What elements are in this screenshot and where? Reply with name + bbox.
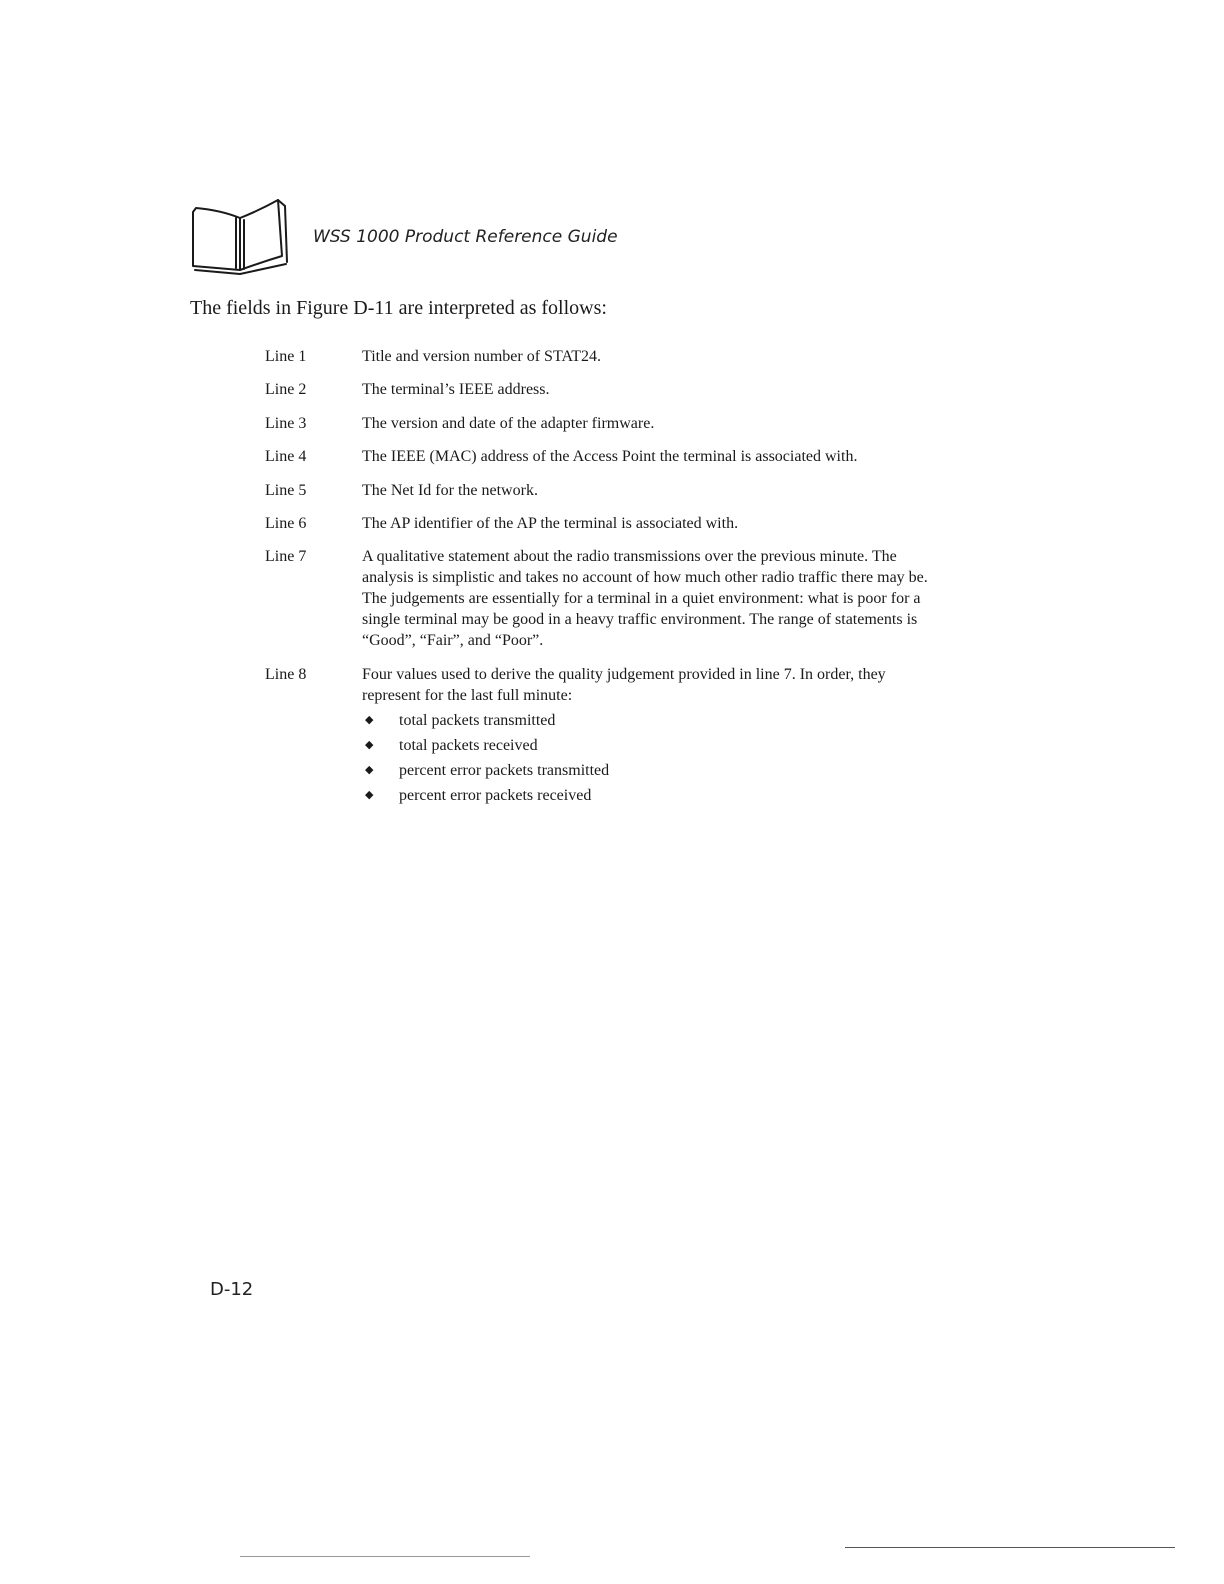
field-description: The AP identifier of the AP the terminal is associated with. [362,514,739,532]
bullet-icon: ◆ [365,738,374,751]
field-row [265,513,965,534]
field-label: Line 8 [265,665,307,683]
field-row [265,446,965,467]
list-item-text: percent error packets transmitted [399,761,610,779]
field-description: Four values used to derive the quality judgement provided in line 7. In order, they represent for the last full minute: [362,665,886,704]
field-label: Line 3 [265,414,307,432]
field-row [265,379,965,400]
list-item-text: total packets received [399,736,538,754]
field-row [265,664,965,808]
bullet-icon: ◆ [365,713,374,726]
field-description: Title and version number of STAT24. [362,348,601,365]
field-label: Line 6 [265,514,307,532]
list-item-text: total packets transmitted [399,711,556,729]
field-label: Line 1 [265,348,307,365]
field-description-with-bullets [362,664,942,808]
field-label: Line 2 [265,381,307,399]
list-item-text: percent error packets received [399,786,592,804]
field-row [265,413,965,434]
field-description: The IEEE (MAC) address of the Access Point the terminal is associated with. [362,448,858,466]
open-book-icon [190,198,290,276]
field-label: Line 7 [265,548,307,566]
field-row [265,346,965,367]
scan-artifact-line [240,1556,530,1557]
field-description: The Net Id for the network. [362,481,538,499]
list-item [362,783,942,808]
field-description: A qualitative statement about the radio transmissions over the previous minute. The analysis is simplistic and takes no account of how much other radio traffic there may be. The judgements are essentially for a terminal in a quiet environment: what is poor for a single terminal may be good in a heavy traffic environment. The range of statements is “Good”, “Fair”, and “Poor”. [362,548,928,650]
list-item [362,708,942,733]
field-row [265,480,965,501]
bullet-list [362,708,942,808]
bullet-icon: ◆ [365,763,374,776]
field-description: The version and date of the adapter firmware. [362,414,655,432]
field-label: Line 4 [265,448,307,466]
page-number: D-12 [210,1279,254,1300]
field-label: Line 5 [265,481,307,499]
bullet-icon: ◆ [365,788,374,801]
scan-artifact-line [845,1547,1175,1548]
list-item [362,733,942,758]
field-definition-list [265,346,965,820]
list-item [362,758,942,783]
intro-paragraph: The fields in Figure D-11 are interpreted as follows: [190,297,607,319]
field-row [265,546,965,651]
running-header-title: WSS 1000 Product Reference Guide [313,227,618,247]
field-description: The terminal’s IEEE address. [362,381,550,399]
